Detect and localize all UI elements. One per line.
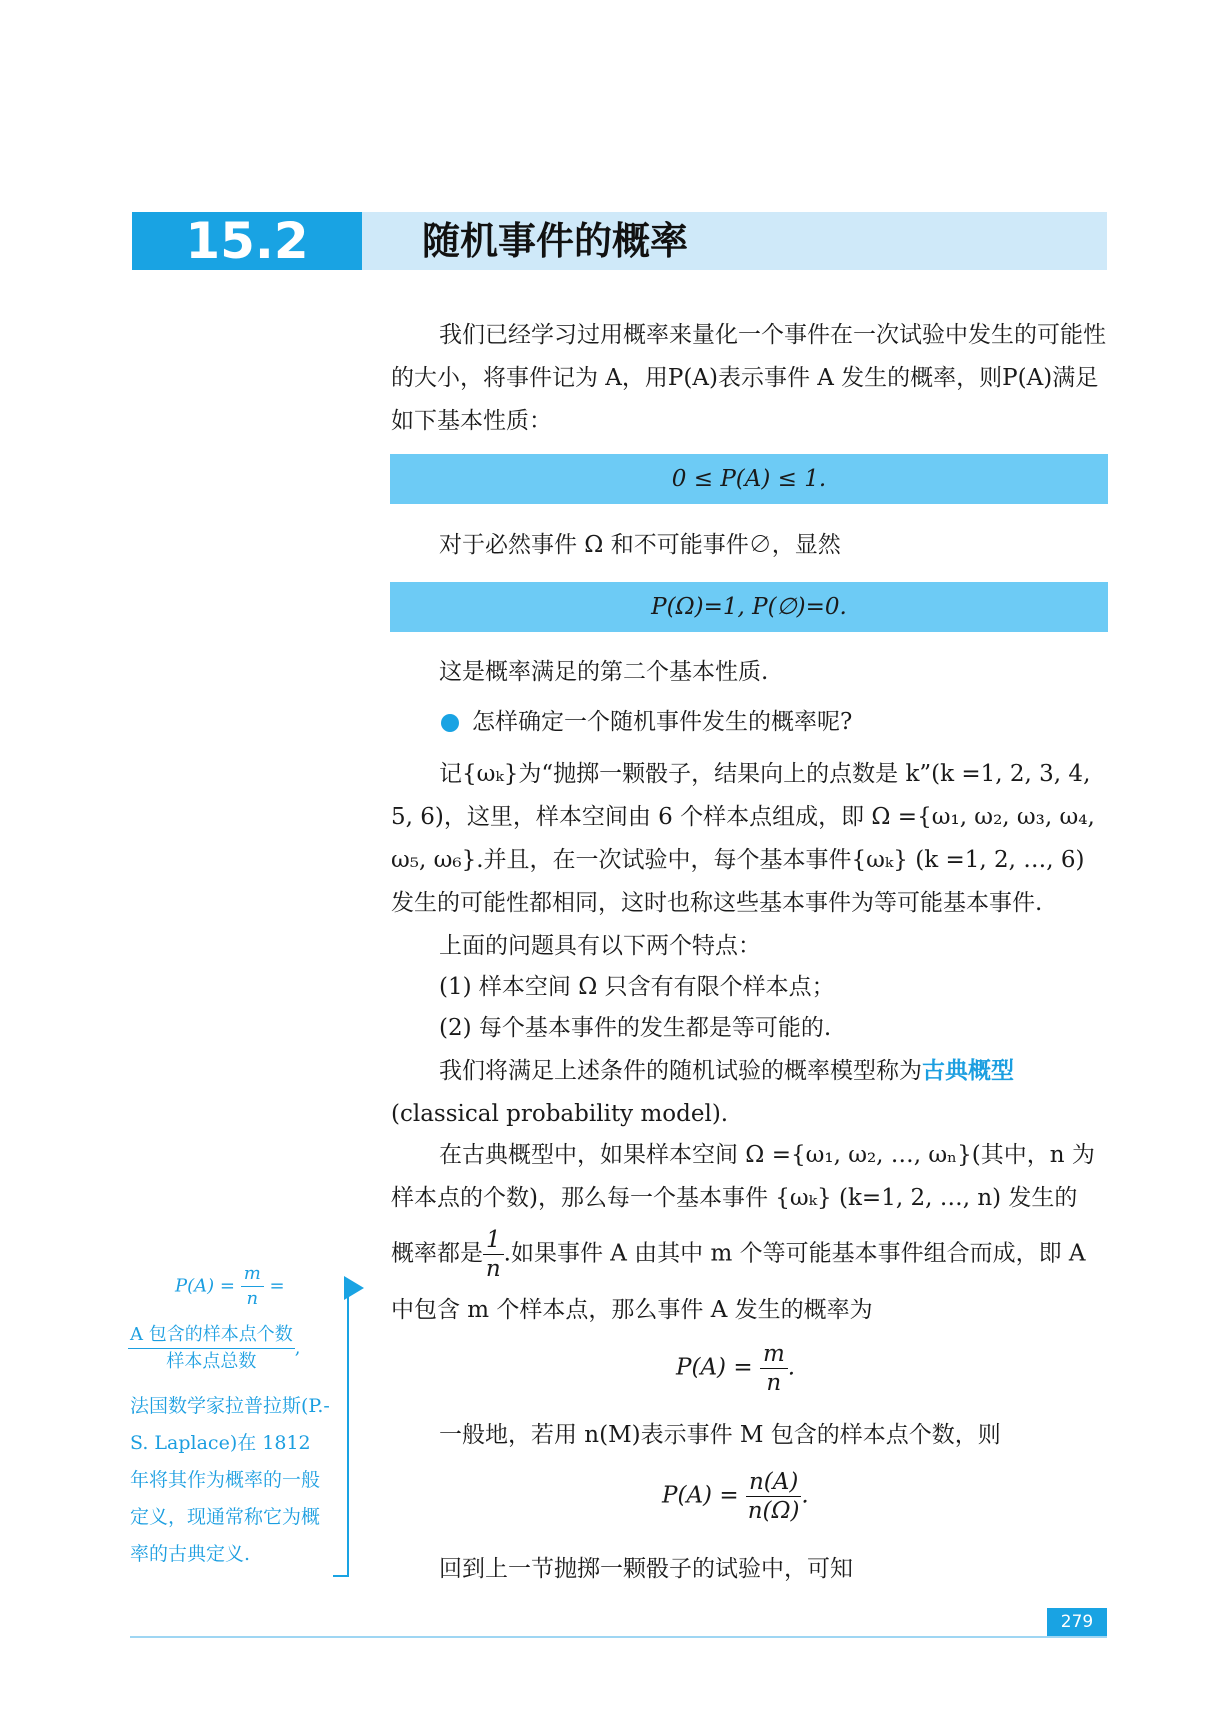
event-composition-text: .如果事件 A 由其中 m 个等可能基本事件组合而成，即 A <box>503 1240 1086 1267</box>
formula-period: . <box>801 1482 809 1509</box>
guiding-question: 怎样确定一个随机事件发生的概率呢? <box>472 709 853 735</box>
formula-probability-bounds: 0 ≤ P(A) ≤ 1. <box>390 454 1108 504</box>
formula-certain-impossible: P(Ω)=1, P(∅)=0. <box>390 582 1108 632</box>
question-bullet-icon <box>441 714 459 732</box>
sidenote-fraction-m-over-n <box>241 1262 264 1311</box>
fraction-numerator: 1 <box>483 1226 504 1255</box>
footer-divider <box>130 1636 1107 1638</box>
feature-1: (1) 样本空间 Ω 只含有有限个样本点； <box>439 974 835 1000</box>
sidenote-formula-lhs: P(A) = <box>175 1275 235 1297</box>
fraction-count-ratio <box>746 1468 801 1525</box>
paragraph-dice-example: 记{ωₖ}为“抛掷一颗骰子，结果向上的点数是 k”(k =1, 2, 3, 4, 5, 6)，这里，样本空间由 6 个样本点组成，即 Ω ={ω₁, ω₂, ω₃, ω₄, ω₅, ω₆}.并且，在一次试验中，每个基本事件{ωₖ} (k =1, 2, …, 6)发生的可能性都相同，这时也称这些基本事件为等可能基本事件. <box>391 761 1095 916</box>
sidenote-text: 法国数学家拉普拉斯(P.-S. Laplace)在 1812 年将其作为概率的一般定义，现通常称它为概率的古典定义. <box>130 1395 330 1565</box>
sidenote-equals: = <box>269 1275 285 1297</box>
paragraph-features-intro: 上面的问题具有以下两个特点： <box>439 933 761 959</box>
equal-prob-text: 概率都是 <box>391 1240 483 1267</box>
fraction-numerator: A 包含的样本点个数 <box>128 1322 295 1349</box>
section-number: 15.2 <box>132 212 362 270</box>
page-number: 279 <box>1047 1608 1107 1636</box>
fraction-denominator: 样本点总数 <box>166 1351 257 1372</box>
sidenote-comma: , <box>294 1337 301 1359</box>
formula-count-probability <box>662 1468 809 1525</box>
paragraph-sample-space: 在古典概型中，如果样本空间 Ω ={ω₁, ω₂, …, ωₙ}(其中，n 为样本点的个数)，那么每一个基本事件 {ωₖ} (k=1, 2, …, n) 发生的 <box>391 1142 1095 1211</box>
fraction-denominator: n <box>485 1256 501 1282</box>
formula-lhs: P(A) = <box>662 1482 739 1509</box>
paragraph-general-count: 一般地，若用 n(M)表示事件 M 包含的样本点个数，则 <box>439 1422 1001 1448</box>
sidenote-bracket <box>333 1290 349 1577</box>
paragraph-equal-probability <box>391 1226 1107 1283</box>
paragraph-second-property: 这是概率满足的第二个基本性质. <box>439 659 769 685</box>
sidenote-fraction <box>128 1322 295 1375</box>
sidenote-formula <box>175 1262 285 1311</box>
fraction-numerator: n(A) <box>746 1468 801 1497</box>
section-header <box>132 212 1107 270</box>
fraction-denominator: n <box>246 1288 259 1309</box>
term-classical-model: 古典概型 <box>922 1058 1014 1084</box>
paragraph-intro: 我们已经学习过用概率来量化一个事件在一次试验中发生的可能性的大小，将事件记为 A，用P(A)表示事件 A 发生的概率，则P(A)满足如下基本性质： <box>391 322 1106 434</box>
paragraph-return-dice: 回到上一节抛掷一颗骰子的试验中，可知 <box>439 1556 853 1582</box>
paragraph-event-probability: 中包含 m 个样本点，那么事件 A 发生的概率为 <box>391 1297 873 1323</box>
fraction-one-over-n <box>483 1226 504 1283</box>
sidenote-arrow-icon <box>344 1276 364 1300</box>
fraction-numerator: m <box>241 1262 264 1287</box>
paragraph-certain-event: 对于必然事件 Ω 和不可能事件∅，显然 <box>439 532 841 558</box>
formula-classical-probability <box>676 1340 795 1397</box>
paragraph-classical-model <box>391 1050 1107 1136</box>
fraction-denominator: n(Ω) <box>747 1498 800 1524</box>
section-title: 随机事件的概率 <box>422 219 689 263</box>
fraction-numerator: m <box>760 1340 788 1369</box>
fraction-m-over-n <box>760 1340 788 1397</box>
classical-model-text: 我们将满足上述条件的随机试验的概率模型称为 <box>439 1058 922 1084</box>
formula-period: . <box>787 1354 796 1381</box>
fraction-denominator: n <box>766 1370 782 1396</box>
classical-model-english: (classical probability model). <box>391 1101 729 1127</box>
sidenote-fraction-definition <box>128 1322 300 1375</box>
feature-2: (2) 每个基本事件的发生都是等可能的. <box>439 1015 832 1041</box>
formula-lhs: P(A) = <box>676 1354 753 1381</box>
